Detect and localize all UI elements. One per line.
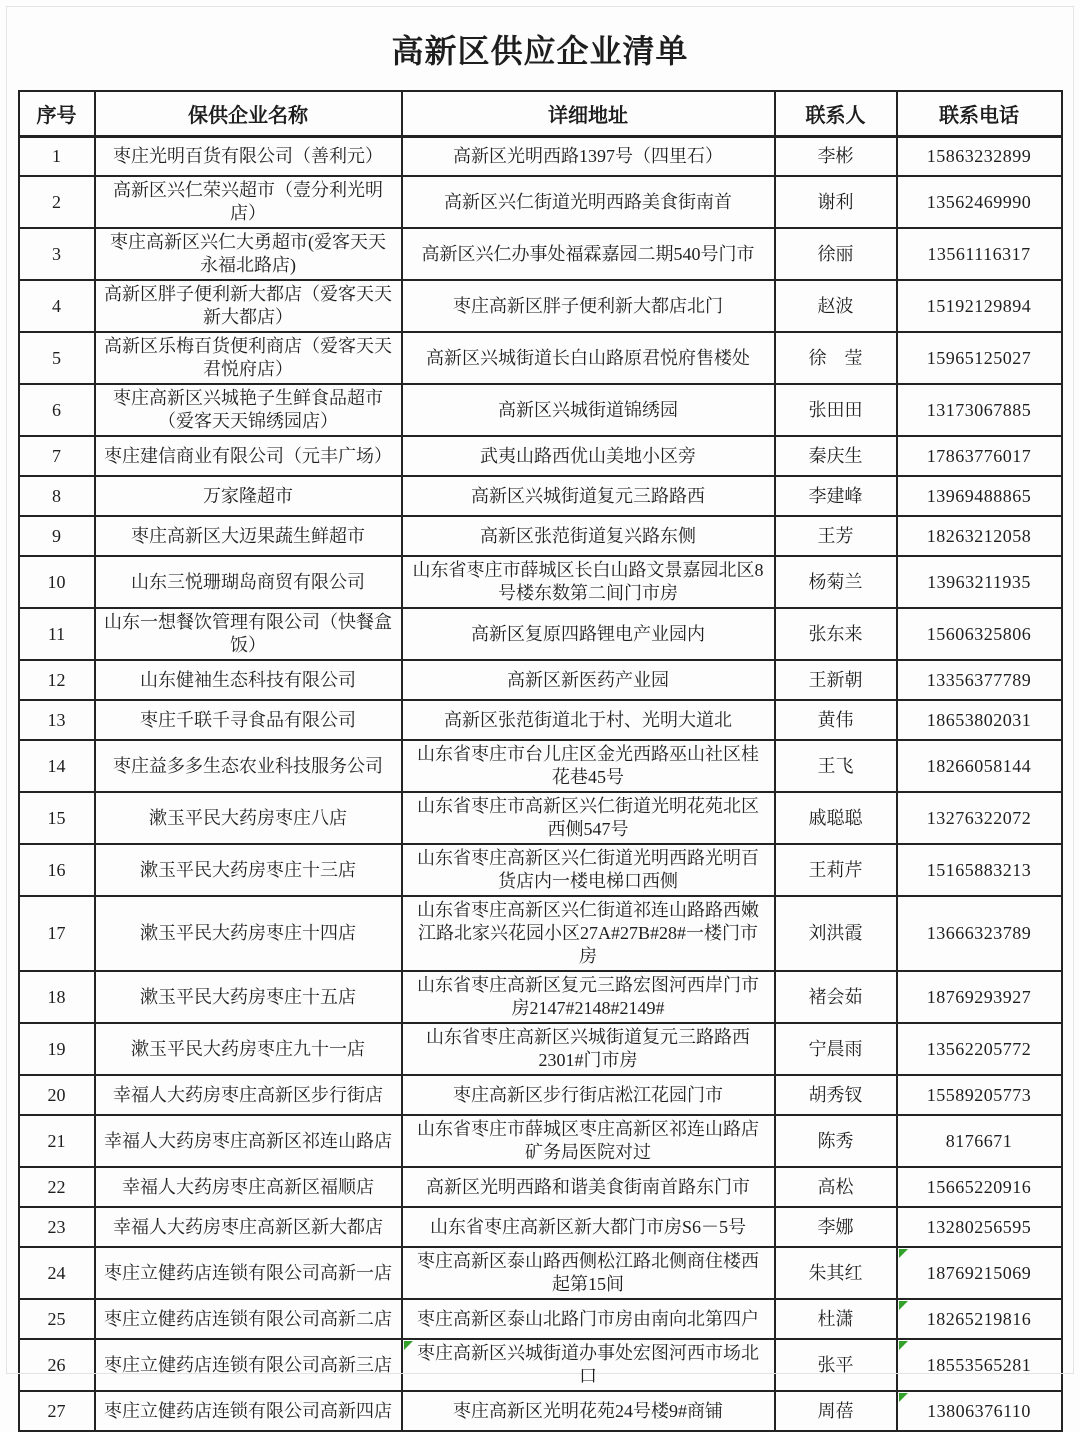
table-row [19,476,1062,516]
cell-no: 27 [19,1391,95,1431]
cell-address: 枣庄高新区光明花苑24号楼9#商铺 [402,1391,775,1431]
table-row [19,1167,1062,1207]
cell-phone: 13666323789 [897,896,1062,971]
cell-address: 山东省枣庄高新区复元三路宏图河西岸门市房2147#2148#2149# [402,971,775,1023]
cell-address: 山东省枣庄市薛城区枣庄高新区祁连山路店矿务局医院对过 [402,1115,775,1167]
col-header-name: 保供企业名称 [95,91,402,136]
cell-name: 幸福人大药房枣庄高新区祁连山路店 [95,1115,402,1167]
cell-contact: 陈秀 [775,1115,897,1167]
cell-contact: 刘洪霞 [775,896,897,971]
cell-address: 高新区兴城街道长白山路原君悦府售楼处 [402,332,775,384]
cell-contact: 朱其红 [775,1247,897,1299]
cell-name: 枣庄立健药店连锁有限公司高新四店 [95,1391,402,1431]
cell-name: 枣庄立健药店连锁有限公司高新一店 [95,1247,402,1299]
cell-no: 4 [19,280,95,332]
cell-contact: 谢利 [775,176,897,228]
cell-contact: 胡秀钗 [775,1075,897,1115]
page-title: 高新区供应企业清单 [391,33,689,69]
cell-phone: 15965125027 [897,332,1062,384]
cell-no: 21 [19,1115,95,1167]
cell-contact: 杨菊兰 [775,556,897,608]
table-row [19,384,1062,436]
cell-contact: 杜潇 [775,1299,897,1339]
cell-phone: 8176671 [897,1115,1062,1167]
cell-name: 幸福人大药房枣庄高新区福顺店 [95,1167,402,1207]
table-row [19,1299,1062,1339]
cell-name: 山东健袖生态科技有限公司 [95,660,402,700]
cell-name: 枣庄高新区兴城艳子生鲜食品超市（爱客天天锦绣园店） [95,384,402,436]
cell-contact: 戚聪聪 [775,792,897,844]
green-triangle-marker-icon [404,1341,413,1350]
cell-name: 枣庄立健药店连锁有限公司高新二店 [95,1299,402,1339]
cell-contact: 赵波 [775,280,897,332]
cell-no: 12 [19,660,95,700]
table-row [19,1339,1062,1391]
cell-phone: 13806376110 [897,1391,1062,1431]
table-row [19,176,1062,228]
cell-phone: 15606325806 [897,608,1062,660]
cell-no: 19 [19,1023,95,1075]
cell-contact: 李娜 [775,1207,897,1247]
cell-phone: 13276322072 [897,792,1062,844]
cell-address: 山东省枣庄市薛城区长白山路文景嘉园北区8号楼东数第二间门市房 [402,556,775,608]
table-row [19,700,1062,740]
cell-address: 山东省枣庄高新区新大都门市房S6－5号 [402,1207,775,1247]
cell-contact: 高松 [775,1167,897,1207]
cell-name: 枣庄益多多生态农业科技服务公司 [95,740,402,792]
cell-address: 高新区光明西路和谐美食街南首路东门市 [402,1167,775,1207]
cell-name: 漱玉平民大药房枣庄十四店 [95,896,402,971]
cell-name: 枣庄建信商业有限公司（元丰广场） [95,436,402,476]
cell-address: 高新区兴仁办事处福霖嘉园二期540号门市 [402,228,775,280]
cell-no: 20 [19,1075,95,1115]
cell-phone: 15863232899 [897,136,1062,176]
cell-contact: 张东来 [775,608,897,660]
cell-address: 高新区张范街道北于村、光明大道北 [402,700,775,740]
cell-phone: 13173067885 [897,384,1062,436]
cell-contact: 李建峰 [775,476,897,516]
table-row [19,740,1062,792]
cell-phone: 13562205772 [897,1023,1062,1075]
table-row [19,1391,1062,1431]
cell-no: 23 [19,1207,95,1247]
green-triangle-marker-icon [899,1393,908,1402]
cell-phone: 15165883213 [897,844,1062,896]
cell-no: 11 [19,608,95,660]
cell-contact: 宁晨雨 [775,1023,897,1075]
cell-no: 9 [19,516,95,556]
cell-contact: 王芳 [775,516,897,556]
cell-contact: 黄伟 [775,700,897,740]
cell-name: 枣庄高新区大迈果蔬生鲜超市 [95,516,402,556]
table-row [19,660,1062,700]
table-body [19,136,1062,1431]
cell-no: 18 [19,971,95,1023]
table-header-row [19,91,1062,136]
cell-no: 2 [19,176,95,228]
cell-phone: 18769215069 [897,1247,1062,1299]
cell-phone: 13562469990 [897,176,1062,228]
cell-contact: 周蓓 [775,1391,897,1431]
cell-phone: 15192129894 [897,280,1062,332]
table-row [19,844,1062,896]
cell-name: 万家隆超市 [95,476,402,516]
supply-enterprise-table [18,90,1063,1432]
cell-phone: 13280256595 [897,1207,1062,1247]
cell-contact: 徐丽 [775,228,897,280]
cell-phone: 18265219816 [897,1299,1062,1339]
cell-address: 山东省枣庄市高新区兴仁街道光明花苑北区西侧547号 [402,792,775,844]
cell-phone: 13561116317 [897,228,1062,280]
cell-phone: 18769293927 [897,971,1062,1023]
cell-contact: 张田田 [775,384,897,436]
cell-address: 山东省枣庄高新区兴仁街道光明西路光明百货店内一楼电梯口西侧 [402,844,775,896]
cell-address: 山东省枣庄高新区兴城街道复元三路路西2301#门市房 [402,1023,775,1075]
cell-name: 山东一想餐饮管理有限公司（快餐盒饭） [95,608,402,660]
cell-no: 8 [19,476,95,516]
cell-address: 高新区新医药产业园 [402,660,775,700]
cell-address: 枣庄高新区胖子便利新大都店北门 [402,280,775,332]
cell-no: 7 [19,436,95,476]
cell-address: 枣庄高新区步行街店淞江花园门市 [402,1075,775,1115]
table-row [19,608,1062,660]
cell-name: 枣庄光明百货有限公司（善利元） [95,136,402,176]
table-row [19,556,1062,608]
cell-address: 高新区复原四路锂电产业园内 [402,608,775,660]
table-row [19,1207,1062,1247]
green-triangle-marker-icon [899,1249,908,1258]
cell-name: 漱玉平民大药房枣庄十三店 [95,844,402,896]
cell-address: 山东省枣庄高新区兴仁街道祁连山路路西嫩江路北家兴花园小区27A#27B#28#一楼门市房 [402,896,775,971]
cell-no: 16 [19,844,95,896]
cell-address: 高新区兴仁街道光明西路美食街南首 [402,176,775,228]
table-row [19,1075,1062,1115]
cell-name: 幸福人大药房枣庄高新区步行街店 [95,1075,402,1115]
cell-no: 17 [19,896,95,971]
cell-name: 幸福人大药房枣庄高新区新大都店 [95,1207,402,1247]
cell-contact: 徐 莹 [775,332,897,384]
cell-name: 高新区兴仁荣兴超市（壹分利光明店） [95,176,402,228]
table-row [19,971,1062,1023]
cell-contact: 秦庆生 [775,436,897,476]
cell-no: 3 [19,228,95,280]
cell-no: 22 [19,1167,95,1207]
cell-contact: 王飞 [775,740,897,792]
col-header-contact: 联系人 [775,91,897,136]
cell-address: 山东省枣庄市台儿庄区金光西路巫山社区桂花巷45号 [402,740,775,792]
cell-name: 枣庄立健药店连锁有限公司高新三店 [95,1339,402,1391]
table-row [19,1115,1062,1167]
table-row [19,792,1062,844]
cell-no: 13 [19,700,95,740]
table-row [19,1023,1062,1075]
cell-name: 山东三悦珊瑚岛商贸有限公司 [95,556,402,608]
cell-address: 武夷山路西优山美地小区旁 [402,436,775,476]
cell-no: 1 [19,136,95,176]
cell-phone: 18263212058 [897,516,1062,556]
cell-address: 高新区光明西路1397号（四里石） [402,136,775,176]
table-row [19,896,1062,971]
col-header-address: 详细地址 [402,91,775,136]
cell-address: 高新区张范街道复兴路东侧 [402,516,775,556]
cell-no: 6 [19,384,95,436]
cell-name: 漱玉平民大药房枣庄九十一店 [95,1023,402,1075]
cell-phone: 17863776017 [897,436,1062,476]
cell-name: 高新区胖子便利新大都店（爱客天天新大都店） [95,280,402,332]
green-triangle-marker-icon [899,1301,908,1310]
green-triangle-marker-icon [899,1341,908,1350]
table-row [19,516,1062,556]
cell-no: 15 [19,792,95,844]
table-row [19,332,1062,384]
cell-no: 26 [19,1339,95,1391]
cell-no: 25 [19,1299,95,1339]
col-header-no: 序号 [19,91,95,136]
cell-phone: 15665220916 [897,1167,1062,1207]
table-row [19,436,1062,476]
cell-name: 枣庄高新区兴仁大勇超市(爱客天天永福北路店) [95,228,402,280]
cell-contact: 李彬 [775,136,897,176]
cell-name: 漱玉平民大药房枣庄八店 [95,792,402,844]
cell-contact: 王新朝 [775,660,897,700]
cell-phone: 18266058144 [897,740,1062,792]
cell-address: 枣庄高新区兴城街道办事处宏图河西市场北口 [402,1339,775,1391]
table-row [19,1247,1062,1299]
cell-name: 枣庄千联千寻食品有限公司 [95,700,402,740]
cell-no: 24 [19,1247,95,1299]
cell-phone: 18553565281 [897,1339,1062,1391]
cell-contact: 张平 [775,1339,897,1391]
cell-no: 10 [19,556,95,608]
cell-phone: 18653802031 [897,700,1062,740]
cell-phone: 13963211935 [897,556,1062,608]
cell-address: 枣庄高新区泰山路西侧松江路北侧商住楼西起第15间 [402,1247,775,1299]
cell-address: 枣庄高新区泰山北路门市房由南向北第四户 [402,1299,775,1339]
cell-phone: 15589205773 [897,1075,1062,1115]
table-row [19,136,1062,176]
col-header-phone: 联系电话 [897,91,1062,136]
cell-no: 14 [19,740,95,792]
cell-address: 高新区兴城街道锦绣园 [402,384,775,436]
cell-phone: 13356377789 [897,660,1062,700]
cell-phone: 13969488865 [897,476,1062,516]
cell-name: 高新区乐梅百货便利商店（爱客天天君悦府店） [95,332,402,384]
cell-name: 漱玉平民大药房枣庄十五店 [95,971,402,1023]
table-row [19,280,1062,332]
cell-no: 5 [19,332,95,384]
cell-contact: 褚会茹 [775,971,897,1023]
cell-address: 高新区兴城街道复元三路路西 [402,476,775,516]
cell-contact: 王莉芹 [775,844,897,896]
table-row [19,228,1062,280]
